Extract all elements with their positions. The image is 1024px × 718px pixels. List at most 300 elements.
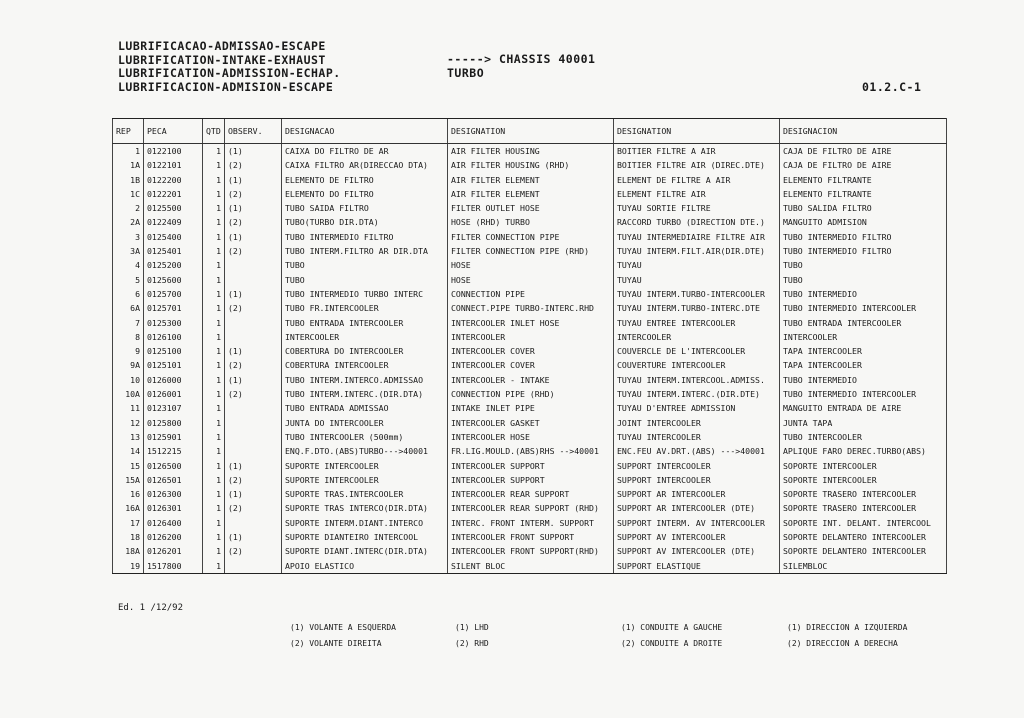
cell-qtd: 1 xyxy=(203,501,225,515)
cell-designation-fr: SUPPORT ELASTIQUE xyxy=(614,559,780,574)
table-row xyxy=(113,144,947,159)
cell-designacao: SUPORTE TRAS.INTERCOOLER xyxy=(282,487,448,501)
cell-observ: (2) xyxy=(225,358,282,372)
cell-designation-fr: TUYAU INTERCOOLER xyxy=(614,430,780,444)
cell-designation-fr: COUVERCLE DE L'INTERCOOLER xyxy=(614,344,780,358)
cell-observ xyxy=(225,316,282,330)
table-row xyxy=(113,201,947,215)
cell-qtd: 1 xyxy=(203,387,225,401)
table-row xyxy=(113,330,947,344)
cell-observ: (1) xyxy=(225,287,282,301)
cell-qtd: 1 xyxy=(203,201,225,215)
cell-qtd: 1 xyxy=(203,430,225,444)
table-row xyxy=(113,487,947,501)
cell-designacion: ELEMENTO FILTRANTE xyxy=(780,173,947,187)
cell-observ: (1) xyxy=(225,230,282,244)
cell-designation-en: INTERCOOLER xyxy=(448,330,614,344)
cell-designation-fr: BOITIER FILTRE AIR (DIREC.DTE) xyxy=(614,158,780,172)
title-fr: LUBRIFICATION-ADMISSION-ECHAP. xyxy=(118,66,341,80)
edition-date: Ed. 1 /12/92 xyxy=(118,603,184,613)
notes-en xyxy=(455,620,489,652)
cell-observ xyxy=(225,273,282,287)
cell-observ: (2) xyxy=(225,387,282,401)
cell-rep: 6A xyxy=(113,301,144,315)
cell-observ xyxy=(225,258,282,272)
cell-peca: 0126501 xyxy=(144,473,203,487)
cell-designation-en: AIR FILTER ELEMENT xyxy=(448,187,614,201)
cell-peca: 0126201 xyxy=(144,544,203,558)
cell-observ: (1) xyxy=(225,201,282,215)
cell-designation-fr: BOITIER FILTRE A AIR xyxy=(614,144,780,159)
cell-designacion: TUBO INTERCOOLER xyxy=(780,430,947,444)
cell-designacao: SUPORTE INTERCOOLER xyxy=(282,473,448,487)
cell-designation-en: HOSE xyxy=(448,258,614,272)
cell-designacion: TUBO ENTRADA INTERCOOLER xyxy=(780,316,947,330)
cell-observ: (2) xyxy=(225,158,282,172)
cell-designacao: TUBO INTERMEDIO TURBO INTERC xyxy=(282,287,448,301)
col-header-peca: PECA xyxy=(144,119,203,144)
cell-qtd: 1 xyxy=(203,516,225,530)
cell-designacion: CAJA DE FILTRO DE AIRE xyxy=(780,144,947,159)
cell-peca: 0122101 xyxy=(144,158,203,172)
cell-rep: 18 xyxy=(113,530,144,544)
cell-rep: 15A xyxy=(113,473,144,487)
cell-designacao: CAIXA DO FILTRO DE AR xyxy=(282,144,448,159)
cell-observ: (1) xyxy=(225,487,282,501)
cell-designation-en: HOSE xyxy=(448,273,614,287)
note-pt-2: (2) VOLANTE DIREITA xyxy=(290,639,382,648)
cell-designation-fr: SUPPORT INTERCOOLER xyxy=(614,473,780,487)
cell-designacao: SUPORTE DIANTEIRO INTERCOOL xyxy=(282,530,448,544)
cell-designacao: TUBO ENTRADA ADMISSAO xyxy=(282,401,448,415)
cell-designation-fr: TUYAU INTERM.TURBO-INTERC.DTE xyxy=(614,301,780,315)
cell-designacion: MANGUITO ENTRADA DE AIRE xyxy=(780,401,947,415)
cell-qtd: 1 xyxy=(203,301,225,315)
cell-designation-fr: TUYAU INTERM.INTERCOOL.ADMISS. xyxy=(614,373,780,387)
cell-rep: 2 xyxy=(113,201,144,215)
cell-designacion: TUBO INTERMEDIO xyxy=(780,373,947,387)
cell-designacao: JUNTA DO INTERCOOLER xyxy=(282,416,448,430)
cell-designacao: CAIXA FILTRO AR(DIRECCAO DTA) xyxy=(282,158,448,172)
page-reference: 01.2.C-1 xyxy=(862,80,922,94)
cell-peca: 0125901 xyxy=(144,430,203,444)
cell-observ: (1) xyxy=(225,144,282,159)
cell-peca: 0125800 xyxy=(144,416,203,430)
cell-peca: 0126500 xyxy=(144,459,203,473)
note-pt-1: (1) VOLANTE A ESQUERDA xyxy=(290,623,396,632)
parts-table-container xyxy=(112,118,946,574)
note-fr-2: (2) CONDUITE A DROITE xyxy=(621,639,723,648)
cell-peca: 0122201 xyxy=(144,187,203,201)
table-row xyxy=(113,516,947,530)
col-header-designacao: DESIGNACAO xyxy=(282,119,448,144)
cell-designation-en: CONNECTION PIPE (RHD) xyxy=(448,387,614,401)
cell-designation-en: INTERCOOLER REAR SUPPORT xyxy=(448,487,614,501)
col-header-designation-fr: DESIGNATION xyxy=(614,119,780,144)
cell-peca: 0126000 xyxy=(144,373,203,387)
cell-designation-en: INTERCOOLER SUPPORT xyxy=(448,459,614,473)
table-row xyxy=(113,473,947,487)
cell-qtd: 1 xyxy=(203,358,225,372)
notes-pt xyxy=(290,620,396,652)
cell-designation-fr: ENC.FEU AV.DRT.(ABS) --->40001 xyxy=(614,444,780,458)
cell-designacion: TUBO INTERMEDIO FILTRO xyxy=(780,230,947,244)
note-en-2: (2) RHD xyxy=(455,639,489,648)
cell-designacion: SOPORTE INT. DELANT. INTERCOOL xyxy=(780,516,947,530)
cell-peca: 0122409 xyxy=(144,215,203,229)
cell-designacao: ELEMENTO DE FILTRO xyxy=(282,173,448,187)
cell-rep: 3 xyxy=(113,230,144,244)
cell-designacao: TUBO INTERM.INTERCO.ADMISSAO xyxy=(282,373,448,387)
cell-designacion: APLIQUE FARO DEREC.TURBO(ABS) xyxy=(780,444,947,458)
cell-designacao: SUPORTE DIANT.INTERC(DIR.DTA) xyxy=(282,544,448,558)
cell-designation-fr: SUPPORT INTERCOOLER xyxy=(614,459,780,473)
parts-table xyxy=(112,118,947,574)
cell-designation-fr: INTERCOOLER xyxy=(614,330,780,344)
cell-designation-en: INTERCOOLER COVER xyxy=(448,358,614,372)
cell-designacao: TUBO(TURBO DIR.DTA) xyxy=(282,215,448,229)
document-title-block xyxy=(118,40,341,94)
cell-peca: 0122200 xyxy=(144,173,203,187)
cell-qtd: 1 xyxy=(203,401,225,415)
table-row xyxy=(113,301,947,315)
cell-peca: 0125400 xyxy=(144,230,203,244)
cell-qtd: 1 xyxy=(203,230,225,244)
cell-designacion: SOPORTE DELANTERO INTERCOOLER xyxy=(780,530,947,544)
cell-observ: (2) xyxy=(225,473,282,487)
cell-designacao: TUBO FR.INTERCOOLER xyxy=(282,301,448,315)
cell-designacion: SOPORTE TRASERO INTERCOOLER xyxy=(780,487,947,501)
cell-qtd: 1 xyxy=(203,444,225,458)
cell-designacao: TUBO ENTRADA INTERCOOLER xyxy=(282,316,448,330)
cell-observ: (1) xyxy=(225,530,282,544)
cell-designacion: TAPA INTERCOOLER xyxy=(780,344,947,358)
cell-designation-en: INTAKE INLET PIPE xyxy=(448,401,614,415)
cell-qtd: 1 xyxy=(203,187,225,201)
cell-designation-fr: TUYAU INTERM.TURBO-INTERCOOLER xyxy=(614,287,780,301)
cell-designation-fr: ELEMENT FILTRE AIR xyxy=(614,187,780,201)
cell-rep: 8 xyxy=(113,330,144,344)
cell-qtd: 1 xyxy=(203,459,225,473)
cell-designation-en: INTERCOOLER SUPPORT xyxy=(448,473,614,487)
cell-designacion: SOPORTE INTERCOOLER xyxy=(780,459,947,473)
cell-designation-fr: TUYAU SORTIE FILTRE xyxy=(614,201,780,215)
cell-rep: 6 xyxy=(113,287,144,301)
cell-rep: 9 xyxy=(113,344,144,358)
cell-designacion: TAPA INTERCOOLER xyxy=(780,358,947,372)
cell-designacion: SOPORTE TRASERO INTERCOOLER xyxy=(780,501,947,515)
cell-designation-en: AIR FILTER ELEMENT xyxy=(448,173,614,187)
cell-observ xyxy=(225,330,282,344)
cell-designation-en: FILTER CONNECTION PIPE (RHD) xyxy=(448,244,614,258)
table-row xyxy=(113,501,947,515)
cell-observ: (1) xyxy=(225,173,282,187)
cell-rep: 10 xyxy=(113,373,144,387)
cell-peca: 0125200 xyxy=(144,258,203,272)
cell-observ xyxy=(225,559,282,574)
table-row xyxy=(113,387,947,401)
cell-rep: 1 xyxy=(113,144,144,159)
table-row xyxy=(113,287,947,301)
cell-qtd: 1 xyxy=(203,416,225,430)
cell-designacion: SOPORTE DELANTERO INTERCOOLER xyxy=(780,544,947,558)
cell-qtd: 1 xyxy=(203,487,225,501)
cell-peca: 0125401 xyxy=(144,244,203,258)
cell-rep: 10A xyxy=(113,387,144,401)
table-row xyxy=(113,358,947,372)
cell-designation-fr: TUYAU xyxy=(614,258,780,272)
cell-rep: 1A xyxy=(113,158,144,172)
table-row xyxy=(113,459,947,473)
cell-designacao: SUPORTE INTERCOOLER xyxy=(282,459,448,473)
cell-peca: 0123107 xyxy=(144,401,203,415)
cell-qtd: 1 xyxy=(203,559,225,574)
col-header-qtd: QTD xyxy=(203,119,225,144)
cell-qtd: 1 xyxy=(203,215,225,229)
cell-peca: 0122100 xyxy=(144,144,203,159)
col-header-rep: REP xyxy=(113,119,144,144)
table-row xyxy=(113,215,947,229)
cell-qtd: 1 xyxy=(203,330,225,344)
cell-designation-fr: JOINT INTERCOOLER xyxy=(614,416,780,430)
cell-observ: (2) xyxy=(225,215,282,229)
cell-designation-fr: SUPPORT AR INTERCOOLER (DTE) xyxy=(614,501,780,515)
cell-qtd: 1 xyxy=(203,287,225,301)
cell-designation-en: HOSE (RHD) TURBO xyxy=(448,215,614,229)
cell-observ xyxy=(225,444,282,458)
cell-designacion: TUBO xyxy=(780,273,947,287)
cell-designation-en: AIR FILTER HOUSING xyxy=(448,144,614,159)
cell-rep: 19 xyxy=(113,559,144,574)
cell-designation-fr: ELEMENT DE FILTRE A AIR xyxy=(614,173,780,187)
cell-rep: 13 xyxy=(113,430,144,444)
table-row xyxy=(113,273,947,287)
cell-designation-en: CONNECTION PIPE xyxy=(448,287,614,301)
cell-qtd: 1 xyxy=(203,173,225,187)
cell-designacao: SUPORTE INTERM.DIANT.INTERCO xyxy=(282,516,448,530)
table-body xyxy=(113,144,947,574)
cell-designacao: SUPORTE TRAS INTERCO(DIR.DTA) xyxy=(282,501,448,515)
cell-designacion: SILEMBLOC xyxy=(780,559,947,574)
cell-designacao: ENQ.F.DTO.(ABS)TURBO--->40001 xyxy=(282,444,448,458)
cell-designation-fr: SUPPORT AV INTERCOOLER (DTE) xyxy=(614,544,780,558)
cell-qtd: 1 xyxy=(203,258,225,272)
note-es-2: (2) DIRECCION A DERECHA xyxy=(787,639,898,648)
cell-rep: 1B xyxy=(113,173,144,187)
cell-designation-en: INTERCOOLER INLET HOSE xyxy=(448,316,614,330)
section-subtitle: TURBO xyxy=(447,65,485,80)
table-row xyxy=(113,444,947,458)
cell-designation-fr: TUYAU INTERMEDIAIRE FILTRE AIR xyxy=(614,230,780,244)
cell-observ: (2) xyxy=(225,244,282,258)
table-row xyxy=(113,559,947,574)
cell-rep: 16 xyxy=(113,487,144,501)
cell-designacion: MANGUITO ADMISION xyxy=(780,215,947,229)
cell-peca: 0125701 xyxy=(144,301,203,315)
table-row xyxy=(113,173,947,187)
cell-designacao: APOIO ELASTICO xyxy=(282,559,448,574)
table-row xyxy=(113,316,947,330)
cell-designation-fr: SUPPORT AV INTERCOOLER xyxy=(614,530,780,544)
col-header-designacion: DESIGNACION xyxy=(780,119,947,144)
cell-rep: 14 xyxy=(113,444,144,458)
cell-designacao: TUBO INTERM.FILTRO AR DIR.DTA xyxy=(282,244,448,258)
cell-observ: (2) xyxy=(225,544,282,558)
cell-designation-fr: TUYAU ENTREE INTERCOOLER xyxy=(614,316,780,330)
cell-observ xyxy=(225,401,282,415)
notes-fr xyxy=(621,620,722,652)
table-row xyxy=(113,530,947,544)
table-row xyxy=(113,187,947,201)
table-row xyxy=(113,373,947,387)
cell-rep: 18A xyxy=(113,544,144,558)
cell-designacion: JUNTA TAPA xyxy=(780,416,947,430)
table-row xyxy=(113,401,947,415)
table-row xyxy=(113,544,947,558)
notes-es xyxy=(787,620,907,652)
cell-designacao: TUBO xyxy=(282,258,448,272)
cell-rep: 4 xyxy=(113,258,144,272)
cell-peca: 0125700 xyxy=(144,287,203,301)
cell-designation-en: INTERCOOLER GASKET xyxy=(448,416,614,430)
title-pt: LUBRIFICACAO-ADMISSAO-ESCAPE xyxy=(118,39,326,53)
cell-designacion: SOPORTE INTERCOOLER xyxy=(780,473,947,487)
cell-qtd: 1 xyxy=(203,473,225,487)
table-header-row xyxy=(113,119,947,144)
cell-designation-fr: RACCORD TURBO (DIRECTION DTE.) xyxy=(614,215,780,229)
cell-designation-fr: COUVERTURE INTERCOOLER xyxy=(614,358,780,372)
cell-peca: 0125300 xyxy=(144,316,203,330)
cell-observ xyxy=(225,516,282,530)
cell-rep: 3A xyxy=(113,244,144,258)
cell-designacion: TUBO INTERMEDIO INTERCOOLER xyxy=(780,301,947,315)
cell-designacion: CAJA DE FILTRO DE AIRE xyxy=(780,158,947,172)
table-row xyxy=(113,416,947,430)
cell-designation-en: INTERCOOLER REAR SUPPORT (RHD) xyxy=(448,501,614,515)
cell-peca: 0126001 xyxy=(144,387,203,401)
cell-designacion: TUBO INTERMEDIO FILTRO xyxy=(780,244,947,258)
chassis-block xyxy=(447,53,595,80)
cell-peca: 0126100 xyxy=(144,330,203,344)
cell-peca: 0125500 xyxy=(144,201,203,215)
cell-rep: 7 xyxy=(113,316,144,330)
cell-qtd: 1 xyxy=(203,373,225,387)
cell-designation-en: INTERCOOLER COVER xyxy=(448,344,614,358)
cell-peca: 0126200 xyxy=(144,530,203,544)
cell-observ: (1) xyxy=(225,459,282,473)
cell-qtd: 1 xyxy=(203,544,225,558)
cell-designation-en: INTERCOOLER HOSE xyxy=(448,430,614,444)
cell-qtd: 1 xyxy=(203,530,225,544)
cell-designacao: TUBO INTERCOOLER (500mm) xyxy=(282,430,448,444)
col-header-observ: OBSERV. xyxy=(225,119,282,144)
cell-qtd: 1 xyxy=(203,244,225,258)
cell-qtd: 1 xyxy=(203,144,225,159)
cell-qtd: 1 xyxy=(203,344,225,358)
cell-designation-fr: SUPPORT INTERM. AV INTERCOOLER xyxy=(614,516,780,530)
cell-designacao: TUBO INTERM.INTERC.(DIR.DTA) xyxy=(282,387,448,401)
cell-peca: 0126400 xyxy=(144,516,203,530)
title-en: LUBRIFICATION-INTAKE-EXHAUST xyxy=(118,52,326,67)
cell-observ: (1) xyxy=(225,373,282,387)
cell-designation-fr: TUYAU INTERM.FILT.AIR(DIR.DTE) xyxy=(614,244,780,258)
cell-rep: 5 xyxy=(113,273,144,287)
cell-rep: 1C xyxy=(113,187,144,201)
cell-designacao: COBERTURA INTERCOOLER xyxy=(282,358,448,372)
cell-designation-en: INTERCOOLER FRONT SUPPORT(RHD) xyxy=(448,544,614,558)
cell-rep: 15 xyxy=(113,459,144,473)
cell-observ xyxy=(225,430,282,444)
cell-rep: 17 xyxy=(113,516,144,530)
cell-designation-en: AIR FILTER HOUSING (RHD) xyxy=(448,158,614,172)
table-row xyxy=(113,430,947,444)
cell-observ xyxy=(225,416,282,430)
table-row xyxy=(113,344,947,358)
cell-peca: 1512215 xyxy=(144,444,203,458)
cell-designacion: TUBO INTERMEDIO INTERCOOLER xyxy=(780,387,947,401)
table-row xyxy=(113,244,947,258)
cell-designacao: TUBO xyxy=(282,273,448,287)
cell-peca: 0125100 xyxy=(144,344,203,358)
cell-designacion: ELEMENTO FILTRANTE xyxy=(780,187,947,201)
cell-designation-fr: TUYAU INTERM.INTERC.(DIR.DTE) xyxy=(614,387,780,401)
cell-peca: 0125600 xyxy=(144,273,203,287)
col-header-designation-en: DESIGNATION xyxy=(448,119,614,144)
cell-designation-fr: SUPPORT AR INTERCOOLER xyxy=(614,487,780,501)
cell-designacion: INTERCOOLER xyxy=(780,330,947,344)
cell-rep: 16A xyxy=(113,501,144,515)
cell-designation-en: SILENT BLOC xyxy=(448,559,614,574)
cell-qtd: 1 xyxy=(203,158,225,172)
table-row xyxy=(113,230,947,244)
cell-designacao: ELEMENTO DO FILTRO xyxy=(282,187,448,201)
table-row xyxy=(113,258,947,272)
cell-designacion: TUBO INTERMEDIO xyxy=(780,287,947,301)
table-row xyxy=(113,158,947,172)
cell-observ: (2) xyxy=(225,187,282,201)
cell-peca: 0126301 xyxy=(144,501,203,515)
note-es-1: (1) DIRECCION A IZQUIERDA xyxy=(787,623,908,632)
cell-peca: 0126300 xyxy=(144,487,203,501)
cell-designation-en: FILTER CONNECTION PIPE xyxy=(448,230,614,244)
cell-qtd: 1 xyxy=(203,316,225,330)
cell-designation-en: FILTER OUTLET HOSE xyxy=(448,201,614,215)
title-es: LUBRIFICACION-ADMISION-ESCAPE xyxy=(118,79,334,94)
cell-rep: 9A xyxy=(113,358,144,372)
cell-designacao: TUBO INTERMEDIO FILTRO xyxy=(282,230,448,244)
cell-designacao: COBERTURA DO INTERCOOLER xyxy=(282,344,448,358)
cell-peca: 1517800 xyxy=(144,559,203,574)
cell-designation-fr: TUYAU xyxy=(614,273,780,287)
cell-rep: 12 xyxy=(113,416,144,430)
cell-designation-en: FR.LIG.MOULD.(ABS)RHS -->40001 xyxy=(448,444,614,458)
cell-designacion: TUBO SALIDA FILTRO xyxy=(780,201,947,215)
cell-observ: (2) xyxy=(225,501,282,515)
cell-designacao: TUBO SAIDA FILTRO xyxy=(282,201,448,215)
cell-designacion: TUBO xyxy=(780,258,947,272)
cell-designation-fr: TUYAU D'ENTREE ADMISSION xyxy=(614,401,780,415)
cell-peca: 0125101 xyxy=(144,358,203,372)
cell-rep: 2A xyxy=(113,215,144,229)
cell-observ: (2) xyxy=(225,301,282,315)
cell-designation-en: INTERCOOLER - INTAKE xyxy=(448,373,614,387)
cell-observ: (1) xyxy=(225,344,282,358)
cell-designation-en: INTERC. FRONT INTERM. SUPPORT xyxy=(448,516,614,530)
cell-designation-en: CONNECT.PIPE TURBO-INTERC.RHD xyxy=(448,301,614,315)
cell-designacao: INTERCOOLER xyxy=(282,330,448,344)
cell-qtd: 1 xyxy=(203,273,225,287)
cell-rep: 11 xyxy=(113,401,144,415)
